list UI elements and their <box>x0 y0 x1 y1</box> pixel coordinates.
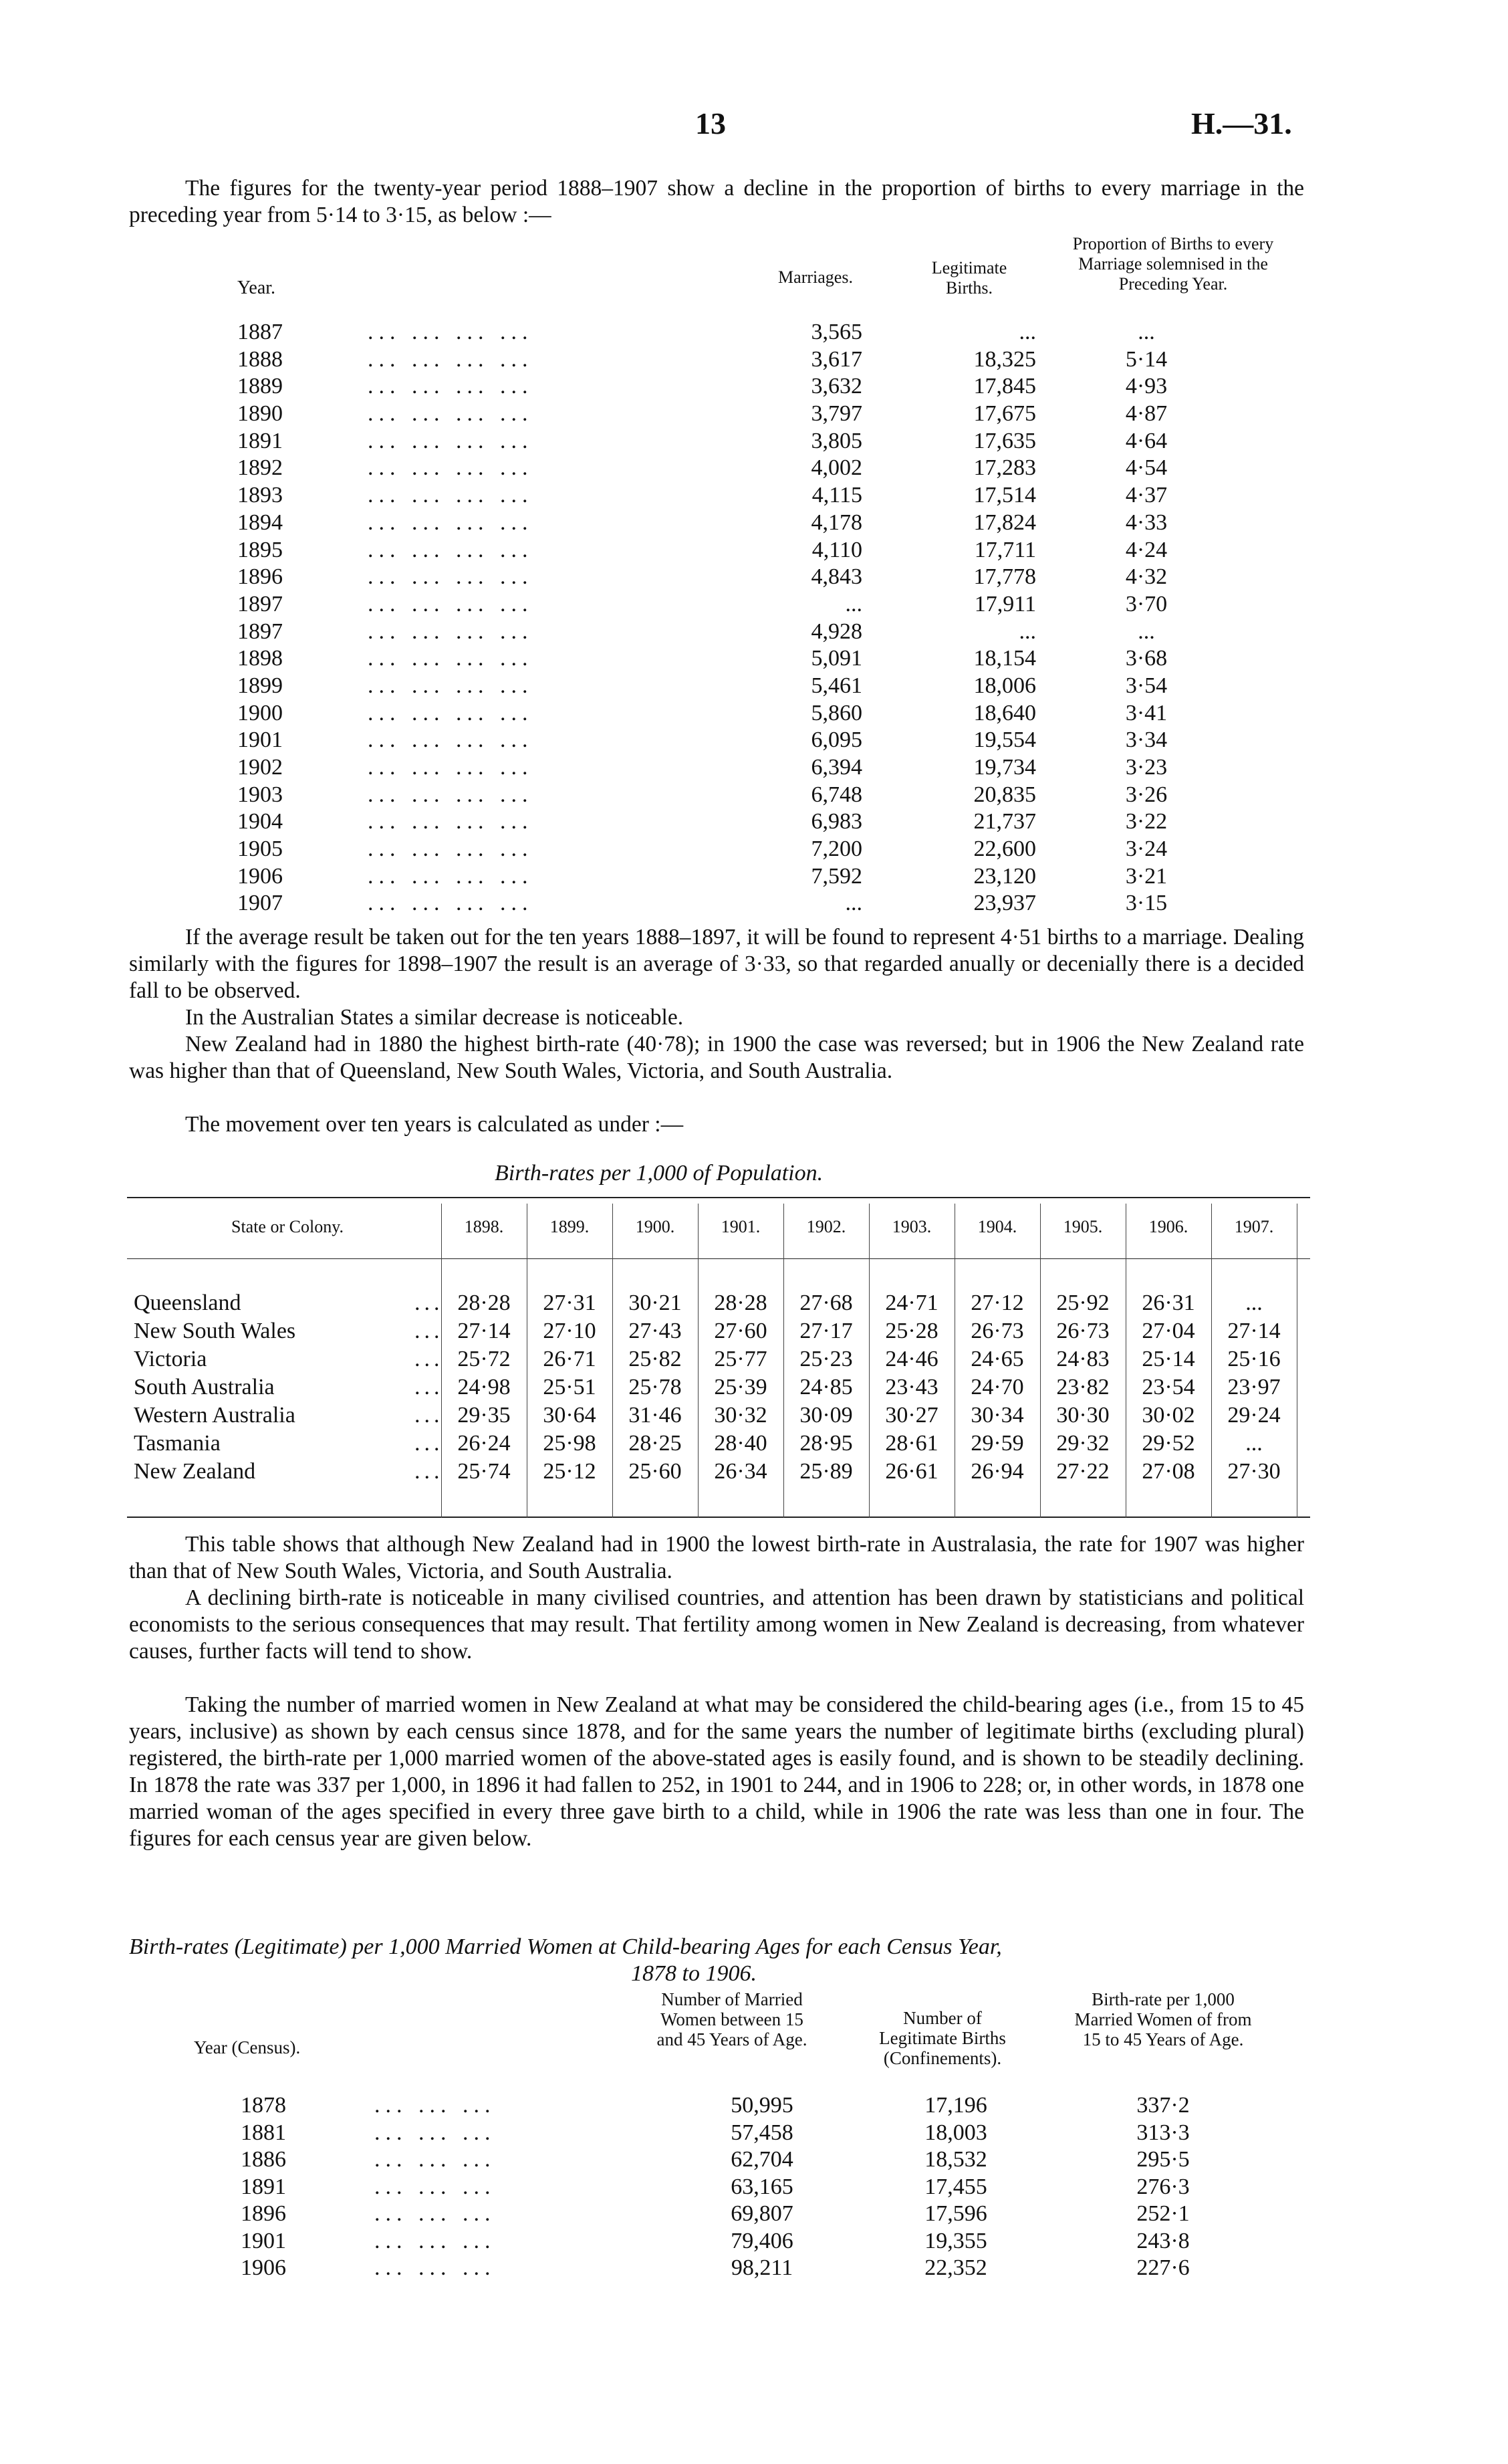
marriages-cell: 4,178 <box>811 510 862 535</box>
marriages-cell: 5,860 <box>811 700 862 725</box>
leader-dots: ... ... ... ... <box>368 863 533 889</box>
marriages-cell: 6,748 <box>811 782 862 807</box>
rate-cell: ... <box>1245 1431 1263 1456</box>
legitimate-births-cell: 19,734 <box>973 755 1036 780</box>
leader-dots: ... ... ... ... <box>368 891 533 916</box>
state-name: Western Australia <box>134 1403 295 1428</box>
legitimate-births-cell: 17,845 <box>973 374 1036 399</box>
leader-dots: ... <box>414 1319 444 1343</box>
rate-cell: 25·78 <box>628 1375 682 1399</box>
marriages-cell: 3,617 <box>811 346 862 372</box>
rate-cell: 29·52 <box>1142 1431 1195 1456</box>
married-women-cell: 63,165 <box>731 2174 793 2199</box>
legitimate-births-cell: 18,532 <box>924 2147 987 2172</box>
rate-cell: 25·39 <box>714 1375 767 1399</box>
leader-dots: ... ... ... ... <box>368 809 533 834</box>
leader-dots: ... ... ... ... <box>368 727 533 753</box>
rate-cell: 25·60 <box>628 1459 682 1484</box>
rate-cell: 28·25 <box>628 1431 682 1456</box>
proportion-cell: 4·54 <box>1125 455 1168 481</box>
year-cell: 1904 <box>237 809 283 834</box>
table2-caption: Birth-rates per 1,000 of Population. <box>495 1161 824 1186</box>
marriages-cell: ... <box>845 591 862 617</box>
paragraph-average: If the average result be taken out for the ten years 1888–1897, it will be found to represent 4·51 births to a marriage. Dealing similarly with the figures for 1898–1907 the result is an average of 3·33, so that regarded anually or decenially there is a decided fall to be observed. <box>129 925 1304 1003</box>
rate-cell: 25·82 <box>628 1347 682 1371</box>
proportion-cell: 3·23 <box>1125 755 1168 780</box>
legitimate-births-cell: 22,352 <box>924 2255 987 2280</box>
legitimate-births-cell: 18,003 <box>924 2120 987 2145</box>
leader-dots: ... ... ... ... <box>368 510 533 535</box>
rate-cell: 26·94 <box>971 1459 1024 1484</box>
rate-cell: 27·31 <box>543 1291 596 1315</box>
state-name: Queensland <box>134 1291 241 1315</box>
year-header: 1900. <box>635 1217 675 1236</box>
leader-dots: ... ... ... ... <box>368 646 533 671</box>
proportion-cell: 3·68 <box>1125 646 1168 671</box>
leader-dots: ... ... ... ... <box>368 700 533 725</box>
legitimate-births-cell: 19,355 <box>924 2228 987 2253</box>
leader-dots: ... <box>414 1459 444 1484</box>
rate-cell: 30·21 <box>628 1291 682 1315</box>
rate-cell: 27·04 <box>1142 1319 1195 1343</box>
year-cell: 1906 <box>237 863 283 889</box>
year-cell: 1894 <box>237 510 283 535</box>
year-header: 1903. <box>892 1217 932 1236</box>
rate-cell: 26·73 <box>1056 1319 1110 1343</box>
year-header: 1905. <box>1063 1217 1103 1236</box>
legitimate-births-cell: 17,196 <box>924 2093 987 2118</box>
census-year-cell: 1901 <box>241 2228 286 2253</box>
leader-dots: ... ... ... ... <box>368 673 533 698</box>
census-year-cell: 1886 <box>241 2147 286 2172</box>
rate-cell: 26·24 <box>457 1431 511 1456</box>
marriages-cell: 6,394 <box>811 755 862 780</box>
rate-cell: 25·72 <box>457 1347 511 1371</box>
rate-cell: 25·51 <box>543 1375 596 1399</box>
leader-dots: ... ... ... ... <box>368 836 533 862</box>
page-number: 13 <box>695 106 726 140</box>
marriages-cell: 7,592 <box>811 863 862 889</box>
state-cell <box>134 1347 444 1372</box>
col-header-legitimate-births: Legitimate Births. <box>931 258 1007 298</box>
rate-cell: 26·61 <box>885 1459 938 1484</box>
rate-cell: 25·77 <box>714 1347 767 1371</box>
rate-cell: 28·40 <box>714 1431 767 1456</box>
year-header: 1901. <box>721 1217 761 1236</box>
table2-bottom-rule <box>127 1517 1310 1518</box>
state-name: Victoria <box>134 1347 207 1371</box>
proportion-cell: 5·14 <box>1125 346 1168 372</box>
legitimate-births-cell: 17,455 <box>924 2174 987 2199</box>
col-header-married-women: Number of Married Women between 15 and 45 Years of Age. <box>656 1989 807 2049</box>
rate-cell: 28·61 <box>885 1431 938 1456</box>
rate-cell: 30·32 <box>714 1403 767 1428</box>
marriages-cell: 4,110 <box>811 537 862 562</box>
year-cell: 1898 <box>237 646 283 671</box>
rate-cell: 25·16 <box>1227 1347 1281 1371</box>
proportion-cell: 3·24 <box>1125 836 1168 862</box>
table-row <box>154 2201 1303 2228</box>
year-cell: 1890 <box>237 401 283 427</box>
table-row <box>154 2255 1303 2282</box>
paragraph-new-zealand: New Zealand had in 1880 the highest birth-rate (40·78); in 1900 the case was reversed; but in 1906 the New Zealand rate was higher than that of Queensland, New South Wales, Victoria, and South Australia. <box>129 1032 1304 1083</box>
year-header: 1904. <box>977 1217 1017 1236</box>
rate-cell: 26·31 <box>1142 1291 1195 1315</box>
rate-cell: 26·71 <box>543 1347 596 1371</box>
leader-dots: ... ... ... <box>374 2228 496 2253</box>
proportion-cell: 3·26 <box>1125 782 1168 807</box>
table-row <box>154 2229 1303 2255</box>
leader-dots: ... <box>414 1431 444 1456</box>
rate-cell: 24·71 <box>885 1291 938 1315</box>
legitimate-births-cell: 21,737 <box>973 809 1036 834</box>
legitimate-births-cell: ... <box>1019 619 1036 644</box>
birth-rate-cell: 276·3 <box>1136 2174 1190 2199</box>
year-cell: 1889 <box>237 374 283 399</box>
legitimate-births-cell: 17,514 <box>973 483 1036 508</box>
proportion-cell: 4·32 <box>1125 564 1168 590</box>
marriages-cell: 4,843 <box>811 564 862 590</box>
col-header-proportion: Proportion of Births to every Marriage solemnised in the Preceding Year. <box>1072 234 1274 294</box>
state-name: New South Wales <box>134 1319 296 1343</box>
rate-cell: 24·46 <box>885 1347 938 1371</box>
state-header: State or Colony. <box>231 1217 344 1236</box>
year-header: 1899. <box>549 1217 590 1236</box>
married-women-cell: 79,406 <box>731 2228 793 2253</box>
rate-cell: 23·97 <box>1227 1375 1281 1399</box>
legitimate-births-cell: 17,778 <box>973 564 1036 590</box>
rate-cell: 28·28 <box>457 1291 511 1315</box>
leader-dots: ... ... ... ... <box>368 428 533 453</box>
birth-rate-cell: 243·8 <box>1136 2228 1190 2253</box>
proportion-cell: 3·15 <box>1125 891 1168 916</box>
rate-cell: 30·27 <box>885 1403 938 1428</box>
leader-dots: ... ... ... <box>374 2147 496 2172</box>
birth-rate-cell: 252·1 <box>1136 2201 1190 2226</box>
rate-cell: 23·82 <box>1056 1375 1110 1399</box>
rate-cell: 25·23 <box>799 1347 853 1371</box>
year-cell: 1905 <box>237 836 283 862</box>
rate-cell: 29·35 <box>457 1403 511 1428</box>
birth-rate-cell: 337·2 <box>1136 2093 1190 2118</box>
year-cell: 1891 <box>237 428 283 453</box>
rate-cell: 23·54 <box>1142 1375 1195 1399</box>
table3-caption-line1: Birth-rates (Legitimate) per 1,000 Married Women at Child-bearing Ages for each Census Year, <box>129 1934 1002 1959</box>
state-name: New Zealand <box>134 1459 256 1484</box>
rate-cell: 26·34 <box>714 1459 767 1484</box>
rate-cell: 25·12 <box>543 1459 596 1484</box>
marriages-cell: 3,632 <box>811 374 862 399</box>
proportion-cell: 3·21 <box>1125 863 1168 889</box>
year-cell: 1900 <box>237 700 283 725</box>
leader-dots: ... ... ... <box>374 2174 496 2199</box>
proportion-cell: 3·41 <box>1125 700 1168 725</box>
proportion-cell: 3·70 <box>1125 591 1168 617</box>
state-cell <box>134 1291 444 1316</box>
rate-cell: 29·32 <box>1056 1431 1110 1456</box>
legitimate-births-cell: 19,554 <box>973 727 1036 753</box>
birth-rate-cell: 295·5 <box>1136 2147 1190 2172</box>
marriages-cell: 4,928 <box>811 619 862 644</box>
leader-dots: ... ... ... ... <box>368 346 533 372</box>
census-year-cell: 1906 <box>241 2255 286 2280</box>
state-cell <box>134 1403 444 1428</box>
leader-dots: ... ... ... ... <box>368 619 533 644</box>
marriages-cell: 4,002 <box>811 455 862 481</box>
col-header-legitimate-births: Number of Legitimate Births (Confinements). <box>879 2008 1006 2068</box>
year-cell: 1887 <box>237 320 283 344</box>
rate-cell: 27·14 <box>457 1319 511 1343</box>
leader-dots: ... ... ... ... <box>368 564 533 590</box>
legitimate-births-cell: 17,635 <box>973 428 1036 453</box>
year-header: 1902. <box>806 1217 846 1236</box>
rate-cell: 26·73 <box>971 1319 1024 1343</box>
year-cell: 1897 <box>237 619 283 644</box>
leader-dots: ... ... ... ... <box>368 755 533 780</box>
legitimate-births-cell: 17,824 <box>973 510 1036 535</box>
year-header: 1907. <box>1234 1217 1274 1236</box>
rate-cell: 28·95 <box>799 1431 853 1456</box>
marriages-cell: 3,797 <box>811 401 862 427</box>
rate-cell: 25·74 <box>457 1459 511 1484</box>
marriages-cell: 7,200 <box>811 836 862 862</box>
birth-rate-cell: 313·3 <box>1136 2120 1190 2145</box>
legitimate-births-cell: 17,596 <box>924 2201 987 2226</box>
proportion-cell: 4·24 <box>1125 537 1168 562</box>
legitimate-births-cell: 17,711 <box>974 537 1036 562</box>
col-header-year: Year. <box>237 277 276 298</box>
intro-paragraph: The figures for the twenty-year period 1888–1907 show a decline in the proportion of births to every marriage in the preceding year from 5·14 to 3·15, as below :— <box>129 176 1304 227</box>
census-year-cell: 1896 <box>241 2201 286 2226</box>
leader-dots: ... ... ... <box>374 2255 496 2280</box>
rate-cell: 29·59 <box>971 1431 1024 1456</box>
proportion-cell: 3·22 <box>1125 809 1168 834</box>
rate-cell: 30·02 <box>1142 1403 1195 1428</box>
leader-dots: ... <box>414 1291 444 1315</box>
marriages-cell: 3,805 <box>811 428 862 453</box>
marriages-cell: 3,565 <box>811 320 862 344</box>
leader-dots: ... ... ... ... <box>368 537 533 562</box>
table3-caption-line2: 1878 to 1906. <box>631 1961 757 1986</box>
table-row <box>154 2147 1303 2174</box>
legitimate-births-cell: 17,911 <box>974 591 1036 617</box>
rate-cell: 25·28 <box>885 1319 938 1343</box>
rate-cell: 27·22 <box>1056 1459 1110 1484</box>
proportion-cell: ... <box>1138 320 1155 344</box>
leader-dots: ... ... ... <box>374 2093 496 2118</box>
year-cell: 1901 <box>237 727 283 753</box>
leader-dots: ... ... ... <box>374 2201 496 2226</box>
year-cell: 1888 <box>237 346 283 372</box>
table-row <box>154 2120 1303 2147</box>
rate-cell: 30·34 <box>971 1403 1024 1428</box>
leader-dots: ... ... ... ... <box>368 401 533 427</box>
year-cell: 1907 <box>237 891 283 916</box>
rate-cell: 27·14 <box>1227 1319 1281 1343</box>
leader-dots: ... <box>414 1403 444 1428</box>
legitimate-births-cell: 20,835 <box>973 782 1036 807</box>
rate-cell: 24·98 <box>457 1375 511 1399</box>
leader-dots: ... ... ... ... <box>368 782 533 807</box>
census-year-cell: 1891 <box>241 2174 286 2199</box>
legitimate-births-cell: 17,675 <box>973 401 1036 427</box>
col-header-census-year: Year (Census). <box>194 2037 301 2057</box>
table2-header-rule <box>127 1258 1310 1259</box>
rate-cell: 25·92 <box>1056 1291 1110 1315</box>
table-row <box>154 2093 1303 2120</box>
legitimate-births-cell: 18,154 <box>973 646 1036 671</box>
rate-cell: 24·85 <box>799 1375 853 1399</box>
year-cell: 1903 <box>237 782 283 807</box>
rate-cell: 30·30 <box>1056 1403 1110 1428</box>
marriages-cell: 4,115 <box>811 483 862 508</box>
rate-cell: 30·09 <box>799 1403 853 1428</box>
leader-dots: ... <box>414 1347 444 1371</box>
census-year-cell: 1881 <box>241 2120 286 2145</box>
legitimate-births-cell: 18,325 <box>973 346 1036 372</box>
paragraph-declining: A declining birth-rate is noticeable in many civilised countries, and attention has been drawn by statisticians and political economists to the serious consequences that may result. That fertility among women in New Zealand is decreasing, from whatever causes, further facts will tend to show. <box>129 1585 1304 1664</box>
proportion-cell: 3·54 <box>1125 673 1168 698</box>
rate-cell: 27·43 <box>628 1319 682 1343</box>
married-women-cell: 98,211 <box>731 2255 793 2280</box>
married-women-cell: 62,704 <box>731 2147 793 2172</box>
year-header: 1906. <box>1148 1217 1188 1236</box>
rate-cell: 27·08 <box>1142 1459 1195 1484</box>
year-cell: 1902 <box>237 755 283 780</box>
rate-cell: 24·70 <box>971 1375 1024 1399</box>
year-cell: 1897 <box>237 591 283 617</box>
rate-cell: 27·30 <box>1227 1459 1281 1484</box>
state-cell <box>134 1431 444 1456</box>
leader-dots: ... ... ... ... <box>368 374 533 399</box>
leader-dots: ... ... ... ... <box>368 320 533 344</box>
year-header: 1898. <box>464 1217 504 1236</box>
rate-cell: 27·12 <box>971 1291 1024 1315</box>
rate-cell: 24·65 <box>971 1347 1024 1371</box>
paragraph-married-women: Taking the number of married women in New Zealand at what may be considered the child-bearing ages (i.e., from 15 to 45 years, inclusive) as shown by each census since 1878, and for the same years the number of legitimate births (excluding plural) registered, the birth-rate per 1,000 married women of the above-stated ages is easily found, and is shown to be steadily declining. In 1878 the rate was 337 per 1,000, in 1896 it had fallen to 252, in 1901 to 244, and in 1906 to 228; or, in other words, in 1878 one married woman of the ages specified in every three gave birth to a child, while in 1906 the rate was less than one in four. The figures for each census year are given below. <box>129 1692 1304 1851</box>
table2-top-rule <box>127 1197 1310 1198</box>
state-name: Tasmania <box>134 1431 221 1456</box>
document-code: H.—31. <box>1191 106 1292 140</box>
paragraph-australia: In the Australian States a similar decrease is noticeable. <box>185 1005 684 1030</box>
marriages-cell: 5,091 <box>811 646 862 671</box>
marriages-cell: 5,461 <box>811 673 862 698</box>
rate-cell: 29·24 <box>1227 1403 1281 1428</box>
rate-cell: 25·89 <box>799 1459 853 1484</box>
legitimate-births-cell: 18,640 <box>973 700 1036 725</box>
state-cell <box>134 1319 444 1344</box>
year-cell: 1892 <box>237 455 283 481</box>
state-cell <box>134 1459 444 1484</box>
rate-cell: 27·68 <box>799 1291 853 1315</box>
rate-cell: 23·43 <box>885 1375 938 1399</box>
rate-cell: 28·28 <box>714 1291 767 1315</box>
married-women-cell: 50,995 <box>731 2093 793 2118</box>
legitimate-births-cell: 17,283 <box>973 455 1036 481</box>
married-women-cell: 57,458 <box>731 2120 793 2145</box>
year-cell: 1899 <box>237 673 283 698</box>
rate-cell: 25·98 <box>543 1431 596 1456</box>
proportion-cell: 4·93 <box>1125 374 1168 399</box>
paragraph-table-summary: This table shows that although New Zealand had in 1900 the lowest birth-rate in Australasia, the rate for 1907 was higher than that of New South Wales, Victoria, and South Australia. <box>129 1532 1304 1583</box>
state-name: South Australia <box>134 1375 275 1399</box>
col-header-birth-rate: Birth-rate per 1,000 Married Women of from 15 to 45 Years of Age. <box>1074 1989 1252 2049</box>
marriages-cell: 6,095 <box>811 727 862 753</box>
rate-cell: 31·46 <box>628 1403 682 1428</box>
legitimate-births-cell: 22,600 <box>973 836 1036 862</box>
rate-cell: 24·83 <box>1056 1347 1110 1371</box>
leader-dots: ... ... ... ... <box>368 591 533 617</box>
rate-cell: 27·17 <box>799 1319 853 1343</box>
leader-dots: ... ... ... ... <box>368 455 533 481</box>
table-row <box>154 2174 1303 2201</box>
marriages-cell: ... <box>845 891 862 916</box>
proportion-cell: 3·34 <box>1125 727 1168 753</box>
year-cell: 1893 <box>237 483 283 508</box>
leader-dots: ... ... ... <box>374 2120 496 2145</box>
rate-cell: ... <box>1245 1291 1263 1315</box>
rate-cell: 30·64 <box>543 1403 596 1428</box>
census-year-cell: 1878 <box>241 2093 286 2118</box>
rate-cell: 27·10 <box>543 1319 596 1343</box>
leader-dots: ... <box>414 1375 444 1399</box>
paragraph-movement: The movement over ten years is calculated as under :— <box>185 1112 684 1137</box>
proportion-cell: 4·37 <box>1125 483 1168 508</box>
proportion-cell: 4·87 <box>1125 401 1168 427</box>
legitimate-births-cell: 18,006 <box>973 673 1036 698</box>
married-women-cell: 69,807 <box>731 2201 793 2226</box>
col-header-marriages: Marriages. <box>778 267 853 287</box>
legitimate-births-cell: 23,937 <box>973 891 1036 916</box>
legitimate-births-cell: ... <box>1019 320 1036 344</box>
birth-rate-cell: 227·6 <box>1136 2255 1190 2280</box>
year-cell: 1896 <box>237 564 283 590</box>
rate-cell: 25·14 <box>1142 1347 1195 1371</box>
rate-cell: 27·60 <box>714 1319 767 1343</box>
proportion-cell: 4·33 <box>1125 510 1168 535</box>
leader-dots: ... ... ... ... <box>368 483 533 508</box>
state-cell <box>134 1375 444 1400</box>
year-cell: 1895 <box>237 537 283 562</box>
proportion-cell: 4·64 <box>1125 428 1168 453</box>
legitimate-births-cell: 23,120 <box>973 863 1036 889</box>
marriages-cell: 6,983 <box>811 809 862 834</box>
proportion-cell: ... <box>1138 619 1155 644</box>
